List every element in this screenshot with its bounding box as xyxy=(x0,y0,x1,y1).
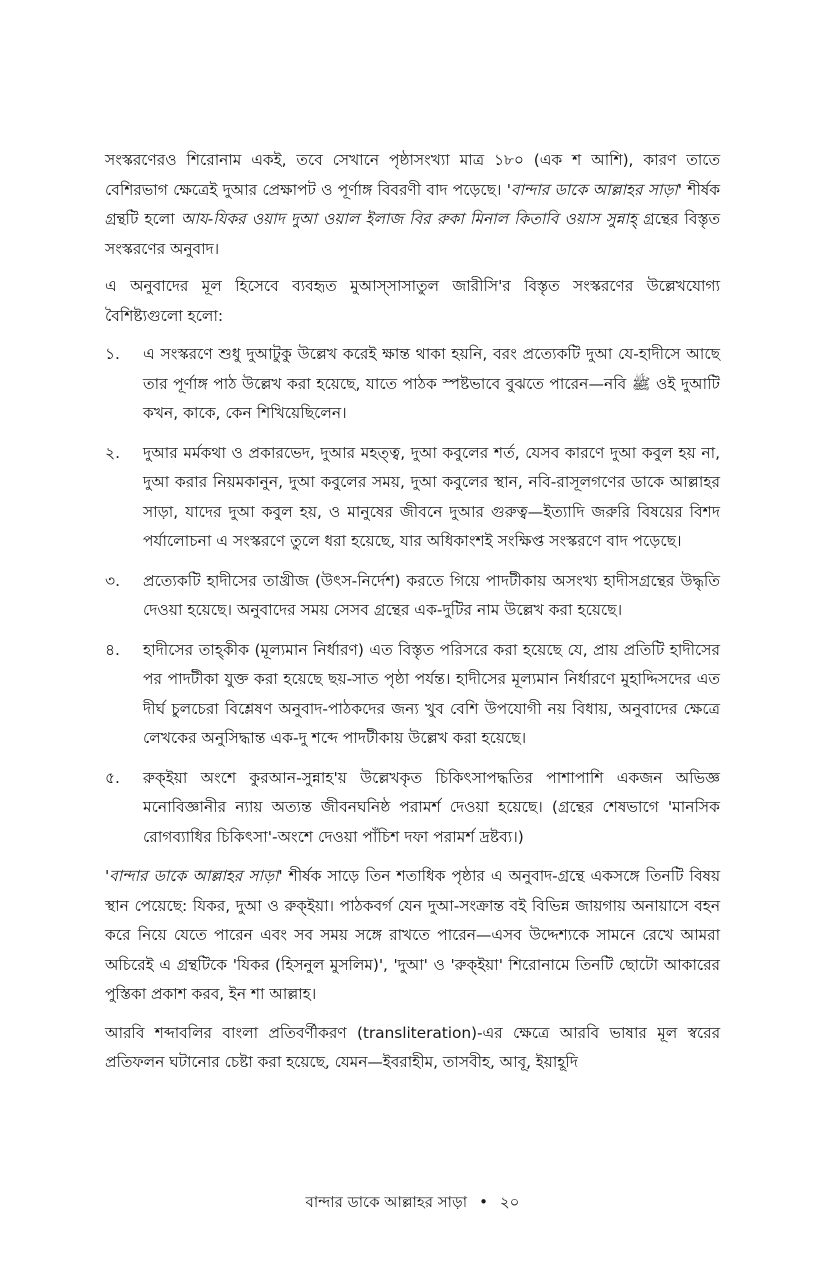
list-item xyxy=(105,340,720,429)
page-number: ২০ xyxy=(499,1193,520,1211)
page-body xyxy=(105,146,720,1087)
paragraph-book-plan xyxy=(105,862,720,1010)
paragraph-features-intro: এ অনুবাদের মূল হিসেবে ব্যবহৃত মুআস্সাসাতুল জারীসি'র বিস্তৃত সংস্করণের উল্লেখযোগ্য বৈশিষ্ট্যগুলো হলো: xyxy=(105,277,720,325)
book-title-italic: 'বান্দার ডাকে আল্লাহর সাড়া' xyxy=(105,867,283,885)
list-item-number: ১. xyxy=(105,345,120,363)
list-item-number: ৩. xyxy=(105,571,121,590)
paragraph-intro-text-a: সংস্করণেরও শিরোনাম একই, তবে সেখানে পৃষ্ঠাসংখ্যা মাত্র ১৮০ (এক শ আশি), কারণ তাতে বেশিরভাগ ক্ষেত্রেই দুআর প্রেক্ষাপট ও পূর্ণাঙ্গ বিবরণী বাদ পড়েছে। xyxy=(105,151,720,199)
paragraph-intro-text-e: গ্রন্থের বিস্তৃত সংস্করণের অনুবাদ। xyxy=(105,210,720,258)
footer-separator: • xyxy=(479,1193,488,1211)
list-item-text: হাদীসের তাহ্কীক (মূল্যমান নির্ধারণ) এত বিস্তৃত পরিসরে করা হয়েছে যে, প্রায় প্রতিটি হাদীসের পর পাদটীকা যুক্ত করা হয়েছে ছয়-সাত পৃষ্ঠা পর্যন্ত। হাদীসের মূল্যমান নির্ধারণে মুহাদ্দিসদের এত দীর্ঘ চুলচেরা বিশ্লেষণ অনুবাদ-পাঠকদের জন্য খুব বেশি উপযোগী নয় বিধায়, অনুবাদের ক্ষেত্রে লেখকের অনুসিদ্ধান্ত এক-দু শব্দে পাদটীকায় উল্লেখ করা হয়েছে। xyxy=(143,640,720,747)
book-title-italic: 'বান্দার ডাকে আল্লাহর সাড়া' xyxy=(506,180,682,199)
list-item-text: প্রত্যেকটি হাদীসের তাখ্রীজ (উৎস-নির্দেশ) করতে গিয়ে পাদটীকায় অসংখ্য হাদীসগ্রন্থের উদ্ধৃতি দেওয়া হয়েছে। অনুবাদের সময় সেসব গ্রন্থের এক-দুটির নাম উল্লেখ করা হয়েছে। xyxy=(143,571,720,619)
original-book-title-italic: আয-যিকর ওয়াদ দুআ ওয়াল ইলাজ বির রুকা মিনাল কিতাবি ওয়াস সুন্নাহ্ xyxy=(180,210,637,228)
list-item xyxy=(105,764,720,853)
paragraph-book-plan-text: শীর্ষক সাড়ে তিন শতাধিক পৃষ্ঠার এ অনুবাদ-গ্রন্থে একসঙ্গে তিনটি বিষয় স্থান পেয়েছে: যিকর, দুআ ও রুক্ইয়া। পাঠকবর্গ যেন দুআ-সংক্রান্ত বই বিভিন্ন জায়গায় অনায়াসে বহন করে নিয়ে যেতে পারেন এবং সব সময় সঙ্গে রাখতে পারেন—এসব উদ্দেশ্যকে সামনে রেখে আমরা অচিরেই এ গ্রন্থটিকে 'যিকর (হিসনুল মুসলিম)', 'দুআ' ও 'রুক্ইয়া' শিরোনামে তিনটি ছোটো আকারের পুস্তিকা প্রকাশ করব, ইন শা আল্লাহ। xyxy=(105,867,720,1003)
list-item xyxy=(105,567,720,626)
list-item-number: ২. xyxy=(105,443,121,462)
running-title: বান্দার ডাকে আল্লাহর সাড়া xyxy=(305,1193,468,1211)
list-item-number: ৫. xyxy=(105,768,120,787)
list-item-text: দুআর মর্মকথা ও প্রকারভেদ, দুআর মহত্ত্ব, দুআ কবুলের শর্ত, যেসব কারণে দুআ কবুল হয় না, দুআ করার নিয়মকানুন, দুআ কবুলের সময়, দুআ কবুলের স্থান, নবি-রাসূলগণের ডাকে আল্লাহর সাড়া, যাদের দুআ কবুল হয়, ও মানুষের জীবনে দুআর গুরুত্ব—ইত্যাদি জরুরি বিষয়ের বিশদ পর্যালোচনা এ সংস্করণে তুলে ধরা হয়েছে, যার অধিকাংশই সংক্ষিপ্ত সংস্করণে বাদ পড়েছে। xyxy=(143,443,720,550)
paragraph-transliteration: আরবি শব্দাবলির বাংলা প্রতিবর্ণীকরণ (transliteration)-এর ক্ষেত্রে আরবি ভাষার মূল স্বরের প্রতিফলন ঘটানোর চেষ্টা করা হয়েছে, যেমন—ইবরাহীম, তাসবীহ, আবূ, ইয়াহূদি xyxy=(105,1023,720,1071)
list-item xyxy=(105,439,720,557)
list-item-text: রুক্ইয়া অংশে কুরআন-সুন্নাহ'য় উল্লেখকৃত চিকিৎসাপদ্ধতির পাশাপাশি একজন অভিজ্ঞ মনোবিজ্ঞানীর ন্যায় অত্যন্ত জীবনঘনিষ্ঠ পরামর্শ দেওয়া হয়েছে। (গ্রন্থের শেষভাগে 'মানসিক রোগব্যাধির চিকিৎসা'-অংশে দেওয়া পাঁচিশ দফা পরামর্শ দ্রষ্টব্য।) xyxy=(143,768,720,846)
page-footer xyxy=(0,1191,825,1213)
list-item-text: এ সংস্করণে শুধু দুআটুকু উল্লেখ করেই ক্ষান্ত থাকা হয়নি, বরং প্রত্যেকটি দুআ যে-হাদীসে আছে তার পূর্ণাঙ্গ পাঠ উল্লেখ করা হয়েছে, যাতে পাঠক স্পষ্টভাবে বুঝতে পারেন—নবি ﷺ ওই দুআটি কখন, কাকে, কেন শিখিয়েছিলেন। xyxy=(143,345,720,422)
list-item-number: ৪. xyxy=(105,640,120,659)
paragraph-intro-text-c: শীর্ষক গ্রন্থটি হলো xyxy=(105,180,720,228)
list-item xyxy=(105,636,720,754)
features-list xyxy=(105,340,720,852)
paragraph-intro xyxy=(105,146,720,264)
